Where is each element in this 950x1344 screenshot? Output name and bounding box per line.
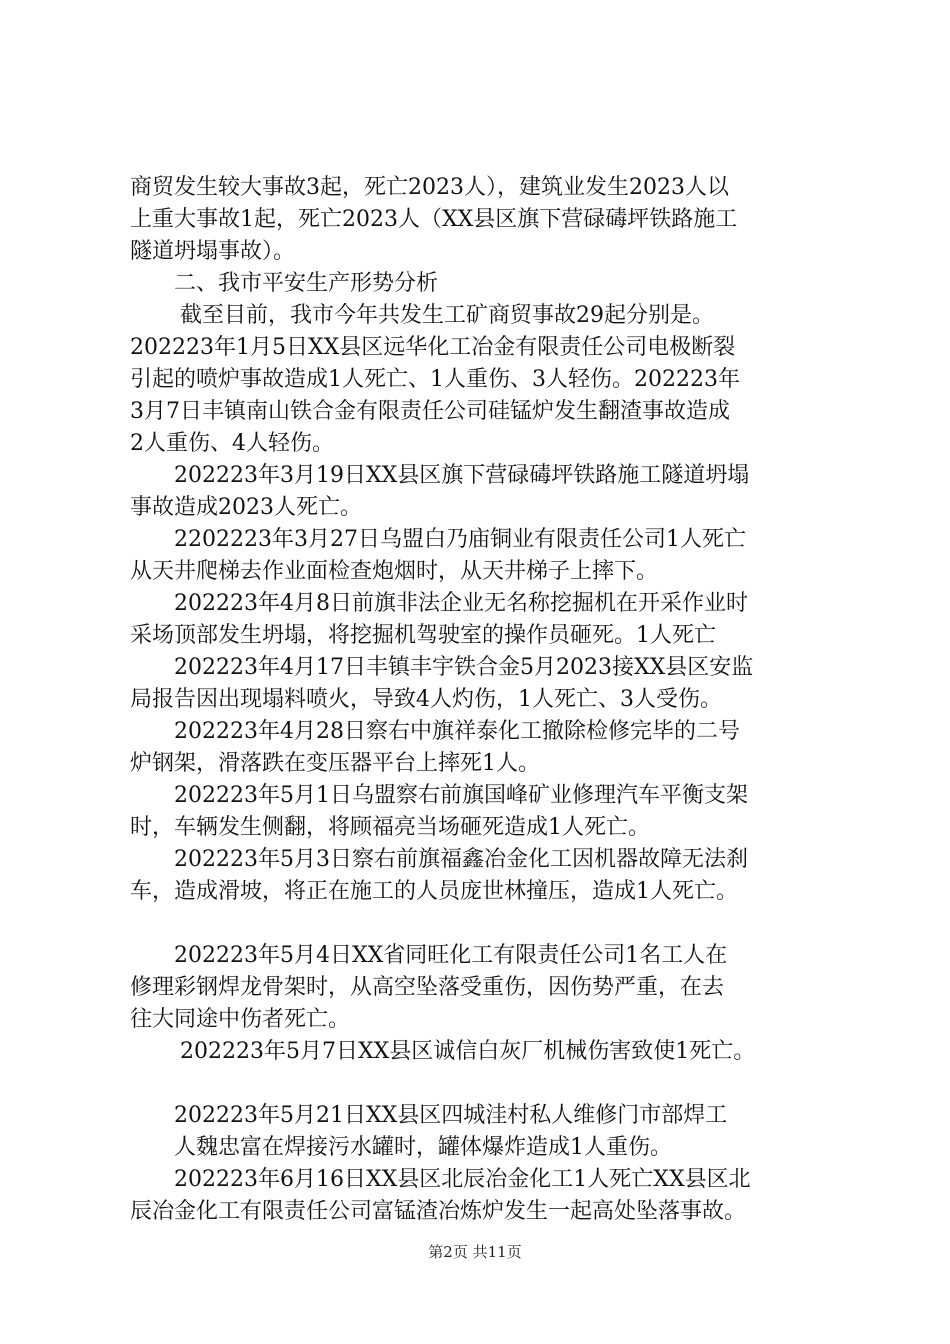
text-line: 引起的喷炉事故造成1人死亡、1人重伤、3人轻伤。202223年 [130, 367, 740, 392]
text-line: 局报告因出现塌料喷火，导致4人灼伤，1人死亡、3人受伤。 [130, 687, 722, 712]
text-line: 修理彩钢焊龙骨架时，从高空坠落受重伤，因伤势严重，在去 [130, 975, 725, 1000]
text-line: 辰冶金化工有限责任公司富锰渣冶炼炉发生一起高处坠落事故。 [130, 1199, 747, 1224]
text-line: 202223年4月8日前旗非法企业无名称挖掘机在开采作业时 [174, 591, 748, 616]
page-number: 第2页 共11页 [428, 1243, 522, 1261]
blank-line [130, 1068, 842, 1100]
text-line: 202223年3月19日XX县区旗下营碌碡坪铁路施工隧道坍塌 [174, 463, 750, 488]
text-line: 202223年5月21日XX县区四城洼村私人维修门市部焊工 [174, 1103, 728, 1128]
text-line: 3月7日丰镇南山铁合金有限责任公司硅锰炉发生翻渣事故造成 [130, 399, 730, 424]
text-line: 车，造成滑坡，将正在施工的人员庞世林撞压，造成1人死亡。 [130, 879, 738, 904]
text-line: 202223年4月17日丰镇丰宇铁合金5月2023接XX县区安监 [174, 655, 754, 680]
text-line: 202223年6月16日XX县区北辰冶金化工1人死亡XX县区北 [174, 1167, 751, 1192]
text-line: 事故造成2023人死亡。 [130, 495, 362, 520]
text-line: 采场顶部发生坍塌，将挖掘机驾驶室的操作员砸死。1人死亡 [130, 623, 716, 648]
text-line: 202223年1月5日XX县区远华化工冶金有限责任公司电极断裂 [130, 335, 736, 360]
text-line: 202223年5月4日XX省同旺化工有限责任公司1名工人在 [174, 943, 728, 968]
text-line: 202223年5月1日乌盟察右前旗国峰矿业修理汽车平衡支架 [174, 783, 748, 808]
text-line: 时，车辆发生侧翻，将顾福亮当场砸死造成1人死亡。 [130, 815, 650, 840]
blank-line [130, 908, 842, 940]
text-line: 202223年5月3日察右前旗福鑫冶金化工因机器故障无法刹 [174, 847, 748, 872]
text-line: 上重大事故1起，死亡2023人（XX县区旗下营碌碡坪铁路施工 [130, 207, 738, 232]
text-line: 202223年4月28日察右中旗祥泰化工撤除检修完毕的二号 [174, 719, 740, 744]
text-line: 商贸发生较大事故3起，死亡2023人），建筑业发生2023人以 [130, 175, 729, 200]
text-line: 从天井爬梯去作业面检查炮烟时，从天井梯子上摔下。 [130, 559, 659, 584]
section-heading: 二、我市平安生产形势分析 [174, 271, 439, 296]
text-line: 人魏忠富在焊接污水罐时，罐体爆炸造成1人重伤。 [174, 1135, 672, 1160]
document-body [130, 172, 842, 1228]
text-line: 往大同途中伤者死亡。 [130, 1007, 351, 1032]
text-line: 炉钢架，滑落跌在变压器平台上摔死1人。 [130, 751, 540, 776]
text-line: 202223年5月7日XX县区诚信白灰厂机械伤害致使1死亡。 [180, 1039, 756, 1064]
text-line: 2202223年3月27日乌盟白乃庙铜业有限责任公司1人死亡 [174, 527, 746, 552]
text-line: 隧道坍塌事故）。 [130, 239, 296, 264]
text-line: 截至目前，我市今年共发生工矿商贸事故29起分别是。 [180, 303, 714, 328]
text-line: 2人重伤、4人轻伤。 [130, 431, 334, 456]
